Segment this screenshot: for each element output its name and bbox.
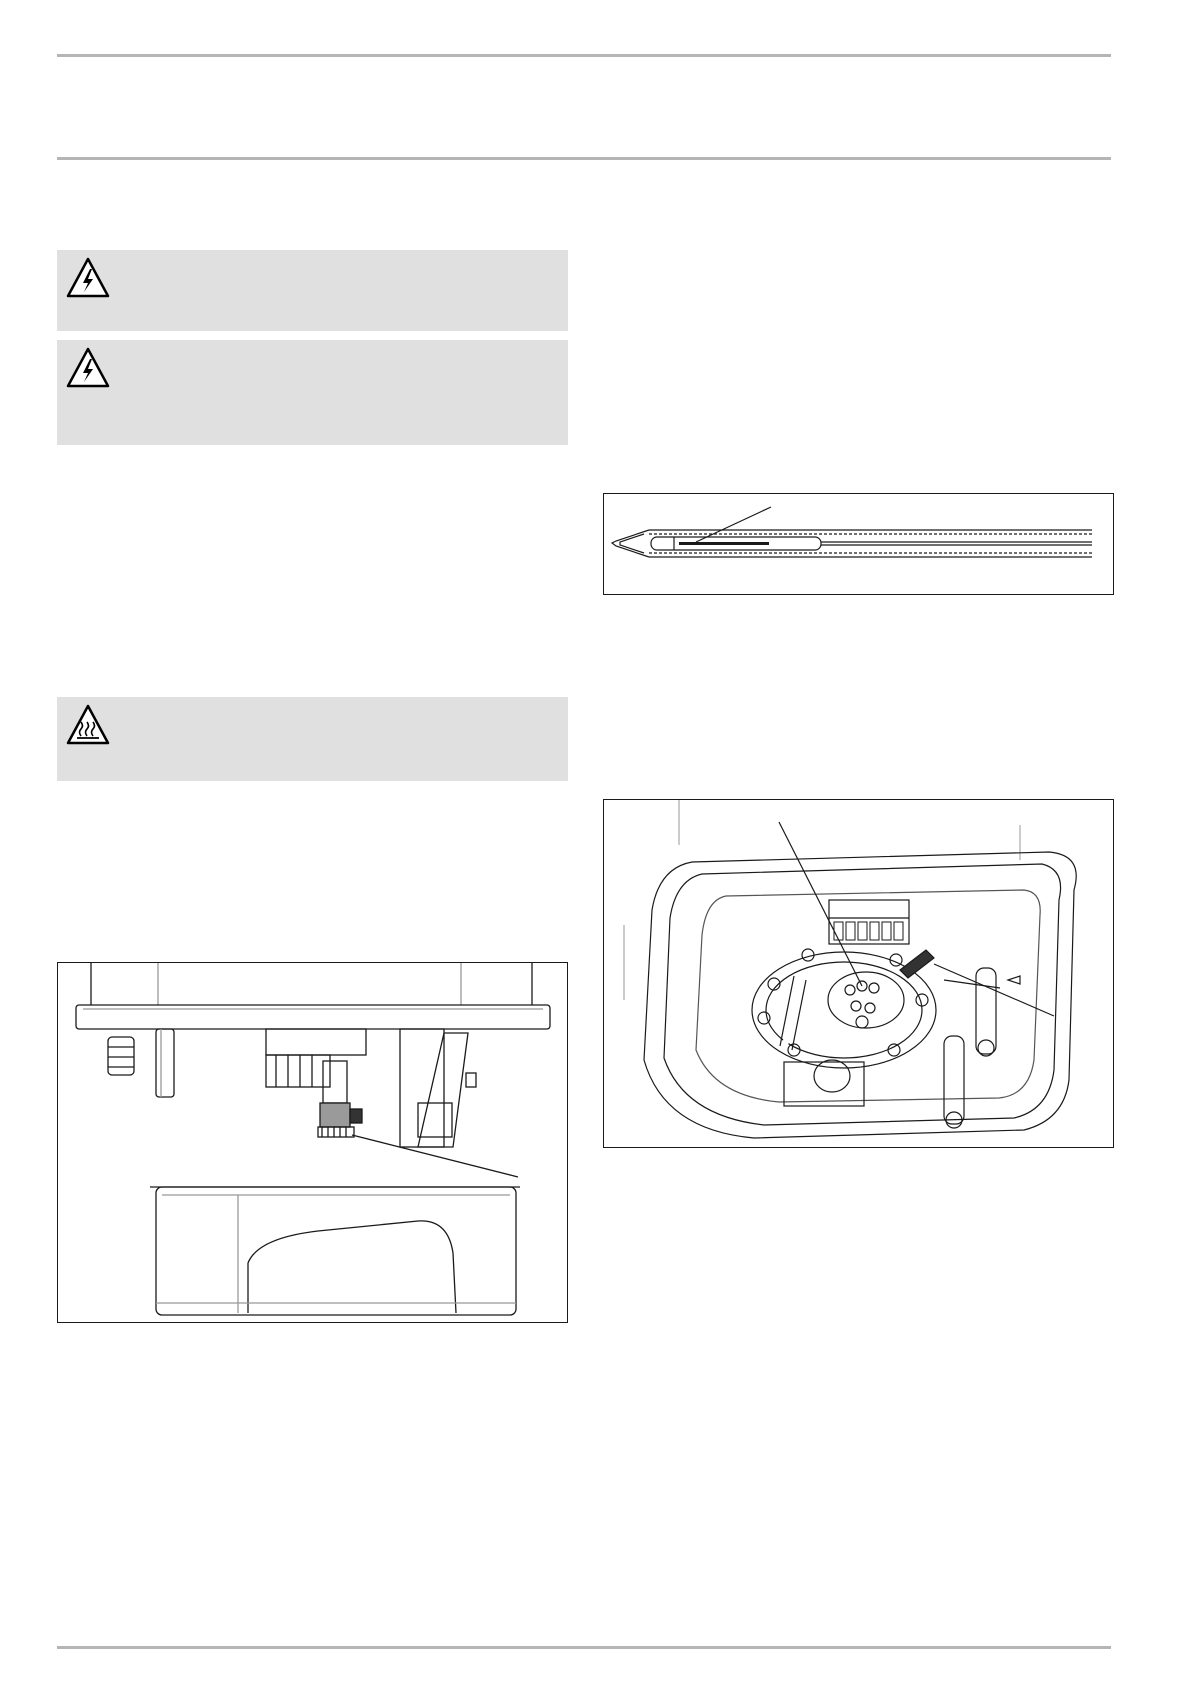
electric-warning-callout xyxy=(57,250,568,331)
hot-surface-caution-callout xyxy=(57,697,568,781)
hot-surface-icon xyxy=(65,703,111,747)
header-rule-bottom xyxy=(57,157,1111,160)
electric-hazard-icon xyxy=(65,346,111,390)
heating-element-sensor-tube-drawing xyxy=(603,493,1114,595)
footer-rule xyxy=(57,1646,1111,1649)
electric-hazard-icon xyxy=(65,256,111,300)
electric-warning-callout xyxy=(57,340,568,445)
control-unit-side-view-drawing xyxy=(57,962,568,1323)
header-rule-top xyxy=(57,54,1111,57)
flange-terminal-block-top-view-drawing xyxy=(603,799,1114,1148)
